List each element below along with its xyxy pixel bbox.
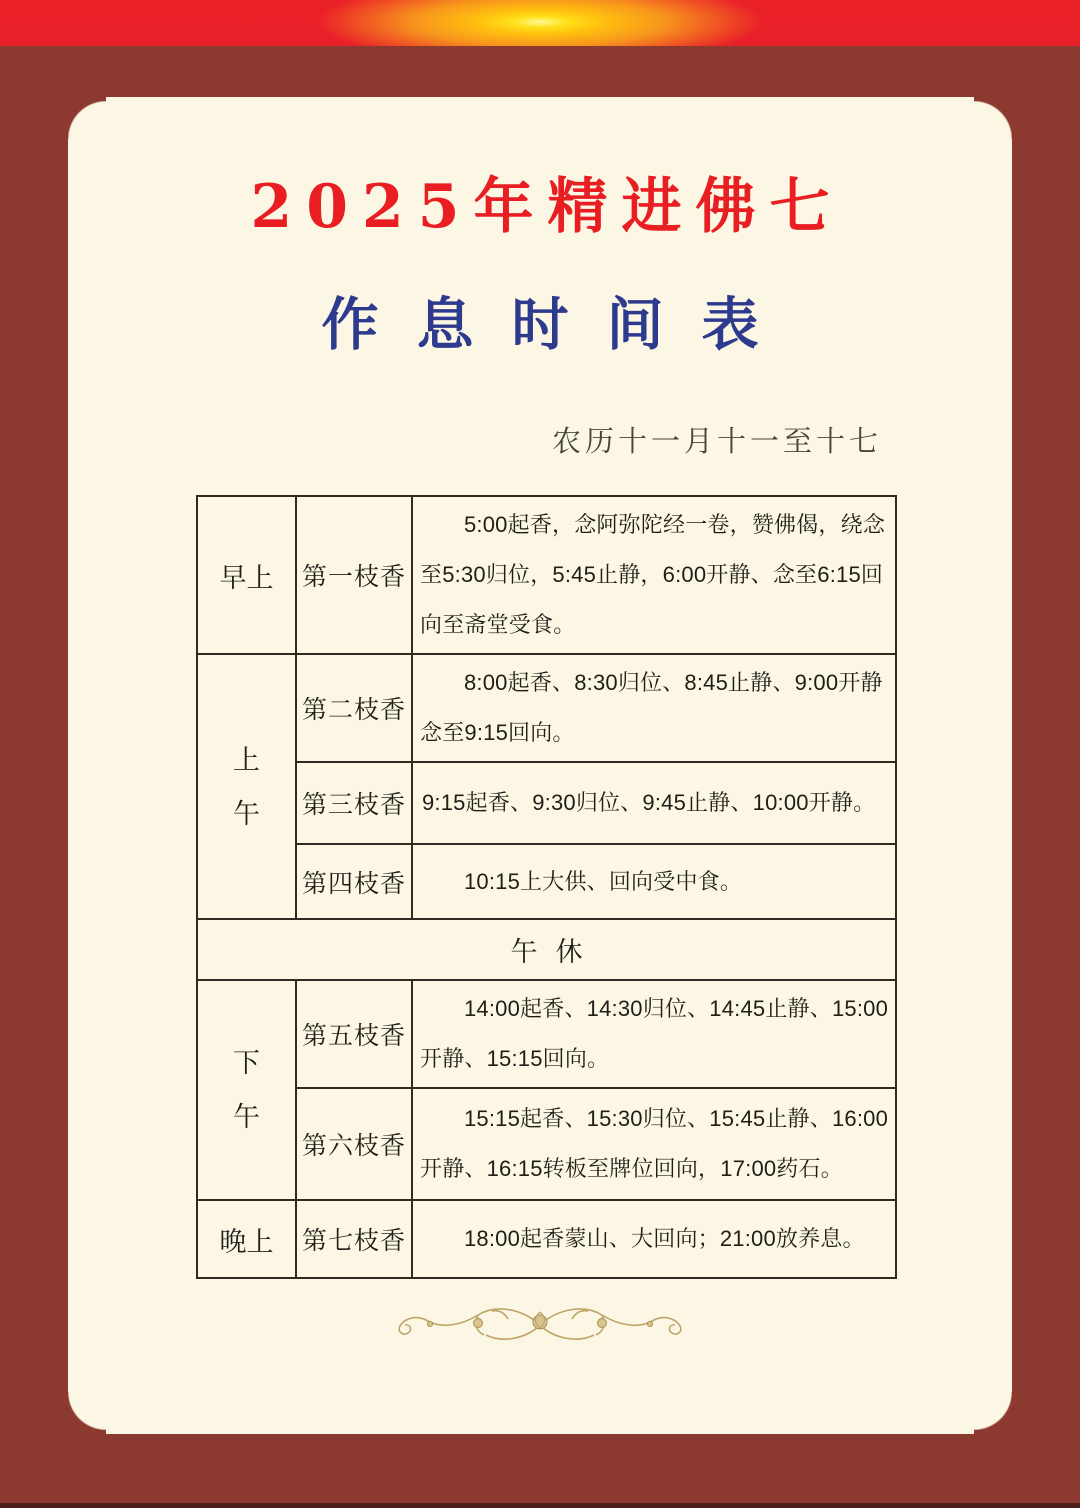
detail-cell-5 — [412, 980, 896, 1088]
incense-cell-2: 第二枝香 — [296, 654, 412, 762]
poster-title: 2025年精进佛七 — [250, 172, 844, 242]
period-cell-forenoon — [197, 654, 296, 919]
corner-notch-bottom-right — [974, 1392, 1012, 1434]
detail-cell-3 — [412, 762, 896, 844]
table-row — [197, 1200, 896, 1278]
table-row — [197, 844, 896, 919]
incense-cell-3: 第三枝香 — [296, 762, 412, 844]
period-cell-afternoon — [197, 980, 296, 1200]
detail-cell-4 — [412, 844, 896, 919]
corner-notch-top-right — [974, 97, 1012, 139]
detail-text: 9:15起香、9:30归位、9:45止静、10:00开静。 — [422, 790, 876, 815]
table-row — [197, 1088, 896, 1200]
incense-cell-7: 第七枝香 — [296, 1200, 412, 1278]
bottom-dark-strip — [0, 1503, 1080, 1508]
schedule-table — [196, 495, 897, 1279]
period-label: 上午 — [233, 744, 260, 829]
top-ribbon — [0, 0, 1080, 46]
detail-cell-1 — [412, 496, 896, 654]
table-row — [197, 496, 896, 654]
floral-flourish-ornament — [390, 1295, 690, 1355]
corner-notch-top-left — [68, 97, 106, 139]
lunar-date-note: 农历十一月十一至十七 — [551, 426, 882, 458]
table-row — [197, 980, 896, 1088]
detail-cell-2 — [412, 654, 896, 762]
incense-cell-5: 第五枝香 — [296, 980, 412, 1088]
period-cell-evening: 晚上 — [197, 1200, 296, 1278]
lunch-break-cell: 午休 — [197, 919, 896, 980]
poster-subtitle: 作息时间表 — [321, 293, 797, 357]
incense-cell-1: 第一枝香 — [296, 496, 412, 654]
detail-text: 14:00起香、14:30归位、14:45止静、15:00开静、15:15回向。 — [420, 996, 889, 1071]
incense-cell-6: 第六枝香 — [296, 1088, 412, 1200]
incense-cell-4: 第四枝香 — [296, 844, 412, 919]
detail-text: 18:00起香蒙山、大回向；21:00放养息。 — [464, 1226, 865, 1251]
period-label: 下午 — [233, 1048, 260, 1132]
corner-notch-bottom-left — [68, 1392, 106, 1434]
period-cell-morning: 早上 — [197, 496, 296, 654]
detail-text: 8:00起香、8:30归位、8:45止静、9:00开静念至9:15回向。 — [420, 670, 883, 745]
detail-cell-6 — [412, 1088, 896, 1200]
table-row — [197, 762, 896, 844]
table-row — [197, 654, 896, 762]
detail-text: 15:15起香、15:30归位、15:45止静、16:00开静、16:15转板至牌位回向，17:00药石。 — [420, 1106, 889, 1181]
table-row-lunch-break — [197, 919, 896, 980]
detail-text: 5:00起香，念阿弥陀经一卷，赞佛偈，绕念至5:30归位，5:45止静，6:00开静、念至6:15回向至斋堂受食。 — [420, 512, 886, 637]
detail-text: 10:15上大供、回向受中食。 — [464, 868, 743, 894]
content-panel — [68, 97, 1012, 1434]
detail-cell-7 — [412, 1200, 896, 1278]
